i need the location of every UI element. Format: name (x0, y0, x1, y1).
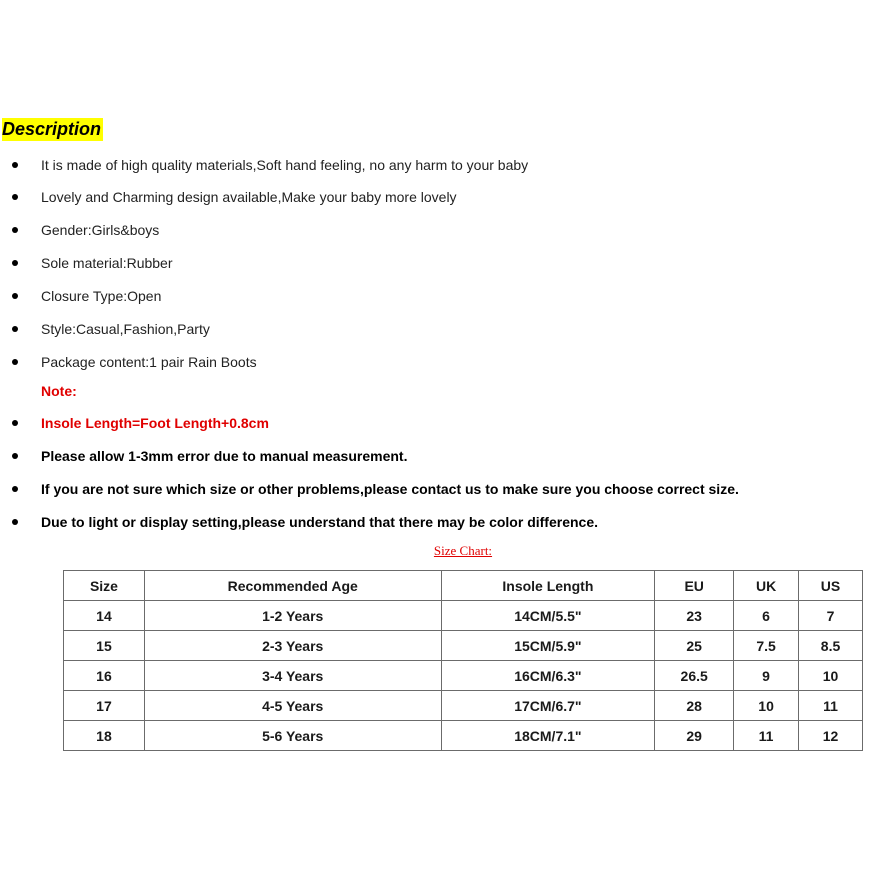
cell-insole: 18CM/7.1" (441, 721, 655, 751)
cell-us: 10 (799, 661, 863, 691)
header-insole-length: Insole Length (441, 571, 655, 601)
cell-us: 7 (799, 601, 863, 631)
note-text: Due to light or display setting,please understand that there may be color difference. (41, 514, 598, 530)
list-item (0, 353, 860, 373)
bullet-text: Gender:Girls&boys (41, 222, 160, 238)
note-item (0, 480, 860, 500)
header-uk: UK (734, 571, 799, 601)
cell-us: 11 (799, 691, 863, 721)
bullet-icon (12, 227, 18, 233)
bullet-icon (12, 194, 18, 200)
cell-size: 17 (64, 691, 145, 721)
cell-uk: 11 (734, 721, 799, 751)
table-row (64, 661, 863, 691)
bullet-text: Closure Type:Open (41, 288, 162, 304)
list-item (0, 188, 860, 208)
bullet-icon (12, 293, 18, 299)
note-text: If you are not sure which size or other problems,please contact us to make sure you choose correct size. (41, 481, 739, 497)
description-heading: Description (2, 119, 102, 139)
bullet-text: It is made of high quality materials,Soft hand feeling, no any harm to your baby (41, 157, 529, 173)
bullet-icon (12, 359, 18, 365)
cell-age: 3-4 Years (144, 661, 441, 691)
cell-eu: 25 (655, 631, 734, 661)
cell-size: 16 (64, 661, 145, 691)
list-item (0, 156, 860, 176)
note-text: Please allow 1-3mm error due to manual measurement. (41, 448, 408, 464)
cell-age: 1-2 Years (144, 601, 441, 631)
cell-size: 18 (64, 721, 145, 751)
list-item (0, 287, 860, 307)
cell-uk: 6 (734, 601, 799, 631)
size-chart-title: Size Chart: (433, 543, 493, 558)
table-row (64, 721, 863, 751)
cell-uk: 9 (734, 661, 799, 691)
bullet-icon (12, 260, 18, 266)
cell-us: 12 (799, 721, 863, 751)
bullet-text: Sole material:Rubber (41, 255, 173, 271)
cell-us: 8.5 (799, 631, 863, 661)
cell-insole: 15CM/5.9" (441, 631, 655, 661)
cell-eu: 29 (655, 721, 734, 751)
header-eu: EU (655, 571, 734, 601)
note-text: Insole Length=Foot Length+0.8cm (41, 415, 269, 431)
header-size: Size (64, 571, 145, 601)
note-label: Note: (41, 383, 77, 399)
bullet-text: Lovely and Charming design available,Make your baby more lovely (41, 189, 457, 205)
cell-insole: 16CM/6.3" (441, 661, 655, 691)
cell-age: 5-6 Years (144, 721, 441, 751)
bullet-text: Style:Casual,Fashion,Party (41, 321, 210, 337)
table-row (64, 601, 863, 631)
cell-eu: 23 (655, 601, 734, 631)
header-recommended-age: Recommended Age (144, 571, 441, 601)
note-item (0, 447, 860, 467)
cell-age: 4-5 Years (144, 691, 441, 721)
list-item (0, 320, 860, 340)
size-table (63, 570, 863, 751)
table-header-row (64, 571, 863, 601)
note-item (0, 513, 860, 533)
bullet-icon (12, 326, 18, 332)
cell-uk: 7.5 (734, 631, 799, 661)
cell-eu: 26.5 (655, 661, 734, 691)
cell-insole: 17CM/6.7" (441, 691, 655, 721)
note-item (0, 414, 860, 434)
bullet-icon (12, 519, 18, 525)
cell-eu: 28 (655, 691, 734, 721)
table-row (64, 691, 863, 721)
bullet-icon (12, 453, 18, 459)
cell-uk: 10 (734, 691, 799, 721)
cell-size: 14 (64, 601, 145, 631)
header-us: US (799, 571, 863, 601)
cell-age: 2-3 Years (144, 631, 441, 661)
bullet-icon (12, 486, 18, 492)
cell-insole: 14CM/5.5" (441, 601, 655, 631)
bullet-icon (12, 420, 18, 426)
cell-size: 15 (64, 631, 145, 661)
bullet-icon (12, 162, 18, 168)
list-item (0, 254, 860, 274)
bullet-text: Package content:1 pair Rain Boots (41, 354, 257, 370)
list-item (0, 221, 860, 241)
table-row (64, 631, 863, 661)
